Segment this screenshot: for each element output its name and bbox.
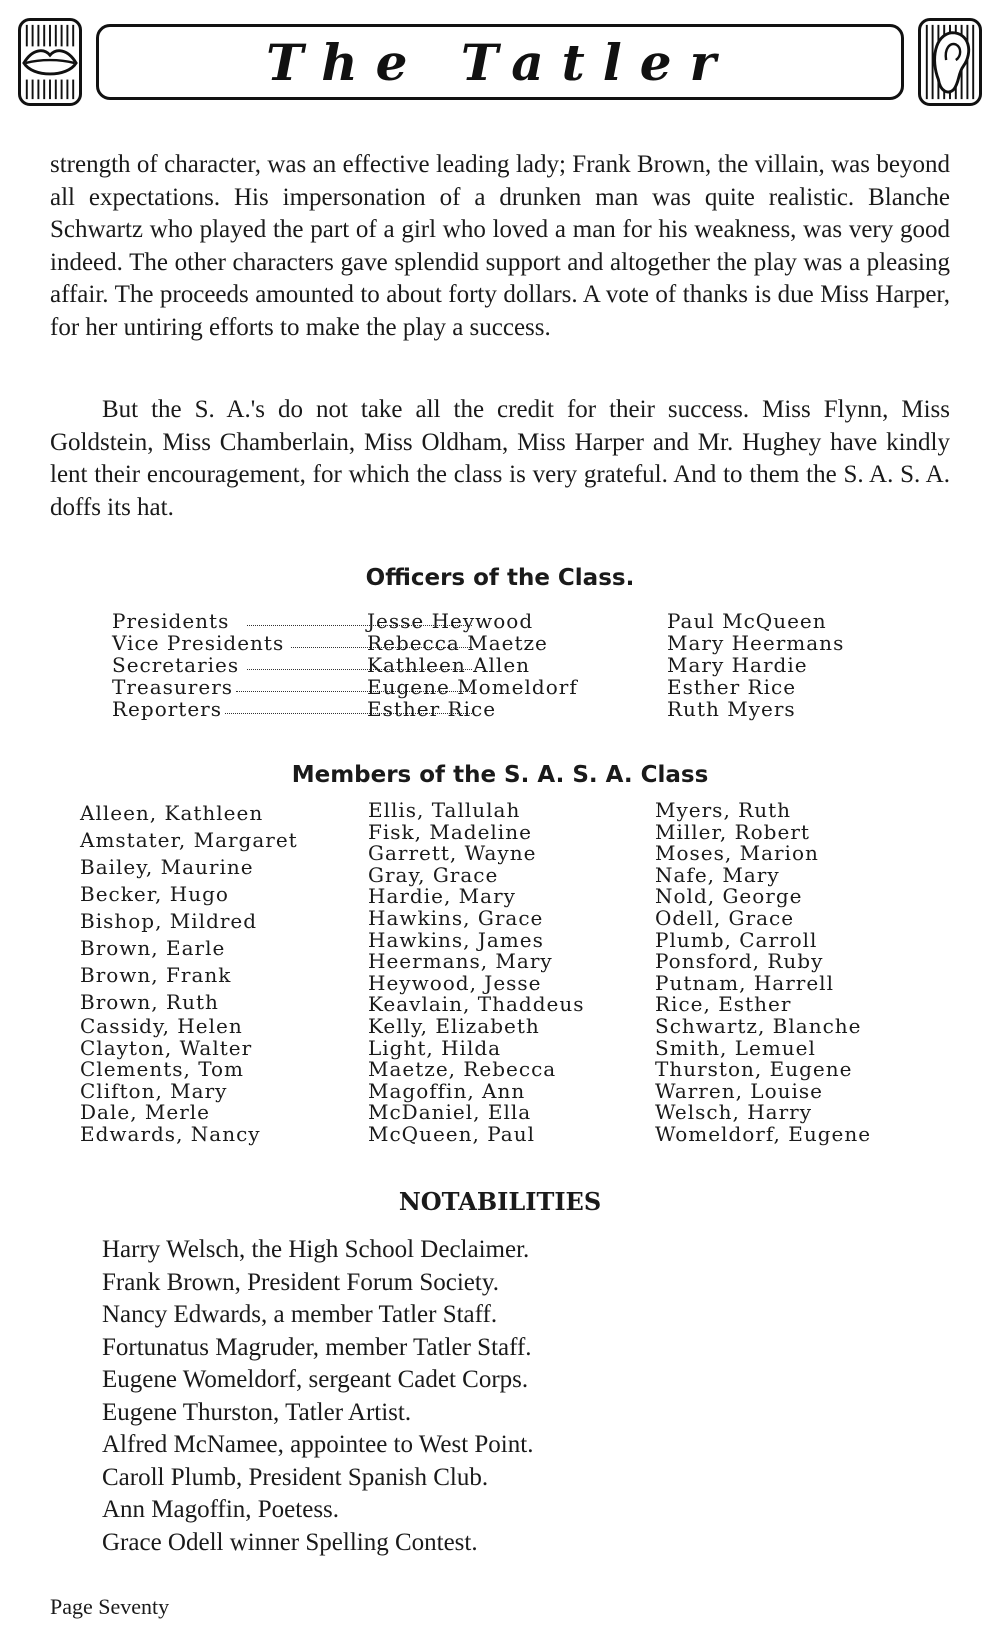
officer-row [112, 632, 892, 654]
member-name: Odell, Grace [655, 905, 795, 930]
member-name: Magoffin, Ann [368, 1078, 526, 1103]
member-name: Hawkins, Grace [368, 905, 544, 930]
intro-paragraph: But the S. A.'s do not take all the credit for their success. Miss Flynn, Miss Goldstein, Miss Chamberlain, Miss Oldham, Miss Harper and Mr. Hughey have kindly lent their encouragement, for which the class is very grateful. And to them the S. A. S. A. doffs its hat. [50, 396, 950, 521]
member-name: Myers, Ruth [655, 798, 792, 822]
notability-item: Caroll Plumb, President Spanish Club. [102, 1463, 489, 1491]
member-name: Clayton, Walter [80, 1035, 253, 1060]
officer-second-term: Esther Rice [667, 675, 797, 699]
member-name: Plumb, Carroll [655, 927, 818, 952]
notability-item: Grace Odell winner Spelling Contest. [102, 1528, 478, 1556]
member-name: Light, Hilda [368, 1035, 502, 1060]
member-name: Nold, George [655, 884, 803, 909]
lips-icon [18, 18, 82, 106]
notability-item: Ann Magoffin, Poetess. [102, 1496, 340, 1523]
member-name: Warren, Louise [655, 1078, 823, 1103]
member-name: Schwartz, Blanche [655, 1013, 862, 1038]
member-name: Clements, Tom [80, 1057, 245, 1081]
officer-row [112, 676, 892, 698]
member-name: Fisk, Madeline [368, 819, 532, 844]
officer-first-term: Kathleen Allen [367, 653, 531, 677]
officer-first-term: Eugene Momeldorf [367, 675, 578, 699]
notability-item: Nancy Edwards, a member Tatler Staff. [102, 1301, 498, 1328]
member-name: Cassidy, Helen [80, 1014, 243, 1038]
member-name: Ellis, Tallulah [368, 798, 521, 822]
officers-list [112, 610, 892, 720]
officer-first-term: Esther Rice [367, 697, 497, 721]
member-name: Hawkins, James [368, 927, 544, 952]
officers-heading: Officers of the Class. [365, 565, 635, 591]
members-column [80, 800, 298, 1145]
page-number: Page Seventy [50, 1594, 170, 1619]
ear-icon [918, 18, 982, 106]
officer-title: Reporters [112, 697, 222, 721]
member-name: Dale, Merle [80, 1100, 211, 1124]
member-name: Alleen, Kathleen [80, 801, 264, 825]
notability-item: Fortunatus Magruder, member Tatler Staff. [102, 1333, 532, 1361]
notabilities-heading: NOTABILITIES [398, 1187, 602, 1216]
member-name: Gray, Grace [368, 862, 499, 887]
member-name: Smith, Lemuel [655, 1035, 816, 1060]
officer-row [112, 610, 892, 632]
member-name: Edwards, Nancy [80, 1121, 261, 1146]
member-name: Nafe, Mary [655, 862, 780, 887]
notability-item: Harry Welsch, the High School Declaimer. [102, 1236, 530, 1263]
member-name: Maetze, Rebecca [368, 1057, 557, 1082]
member-name: Keavlain, Thaddeus [368, 992, 585, 1017]
officer-second-term: Mary Heermans [667, 631, 845, 655]
member-name: Heywood, Jesse [368, 970, 542, 995]
member-name: Putnam, Harrell [655, 970, 834, 995]
member-name: Miller, Robert [655, 819, 810, 844]
member-name: McQueen, Paul [368, 1121, 535, 1146]
officer-second-term: Mary Hardie [667, 653, 808, 677]
officer-first-term: Rebecca Maetze [367, 631, 548, 655]
member-name: Brown, Ruth [80, 990, 219, 1014]
officer-row [112, 654, 892, 676]
masthead [96, 24, 904, 100]
member-name: McDaniel, Ella [368, 1100, 532, 1125]
officer-second-term: Paul McQueen [667, 609, 827, 633]
officer-title: Vice Presidents [112, 631, 285, 655]
officer-second-term: Ruth Myers [667, 697, 796, 721]
intro-paragraph: strength of character, was an effective leading lady; Frank Brown, the villain, was beyond all expectations. His impersonation of a drunken man was quite realistic. Blanche Schwartz who played the part of a girl who loved a man for his weakness, was very good indeed. The other characters gave splendid support and altogether the play was a pleasing affair. The proceeds amounted to about forty dollars. A vote of thanks is due Miss Harper, for her untiring efforts to make the play a success. [50, 151, 950, 341]
member-name: Moses, Marion [655, 841, 819, 866]
member-name: Rice, Esther [655, 992, 792, 1017]
masthead-title: The Tatler [266, 32, 734, 92]
officer-row [112, 698, 892, 720]
member-name: Womeldorf, Eugene [655, 1121, 872, 1146]
member-name: Bishop, Mildred [80, 909, 258, 933]
member-name: Hardie, Mary [368, 884, 516, 909]
member-name: Garrett, Wayne [368, 841, 537, 866]
officer-title: Secretaries [112, 653, 240, 677]
members-column [655, 800, 871, 1146]
member-name: Kelly, Elizabeth [368, 1013, 540, 1038]
page-header [18, 18, 982, 106]
member-name: Amstater, Margaret [80, 828, 298, 852]
members-heading: Members of the S. A. S. A. Class [291, 762, 709, 788]
member-name: Heermans, Mary [368, 949, 553, 974]
notability-item: Eugene Thurston, Tatler Artist. [102, 1398, 412, 1426]
member-name: Brown, Earle [80, 936, 226, 960]
notabilities-list [102, 1234, 533, 1559]
member-name: Thurston, Eugene [655, 1057, 853, 1082]
members-column [368, 800, 585, 1146]
notability-item: Eugene Womeldorf, sergeant Cadet Corps. [102, 1366, 529, 1393]
member-name: Welsch, Harry [655, 1100, 813, 1125]
member-name: Clifton, Mary [80, 1078, 228, 1103]
notability-item: Frank Brown, President Forum Society. [102, 1268, 499, 1296]
officer-first-term: Jesse Heywood [367, 609, 534, 633]
officer-title: Treasurers [112, 675, 234, 699]
notability-item: Alfred McNamee, appointee to West Point. [102, 1431, 534, 1458]
member-name: Bailey, Maurine [80, 855, 254, 879]
officer-title: Presidents [112, 609, 230, 633]
member-name: Becker, Hugo [80, 882, 229, 906]
member-name: Ponsford, Ruby [655, 949, 824, 974]
member-name: Brown, Frank [80, 963, 232, 987]
